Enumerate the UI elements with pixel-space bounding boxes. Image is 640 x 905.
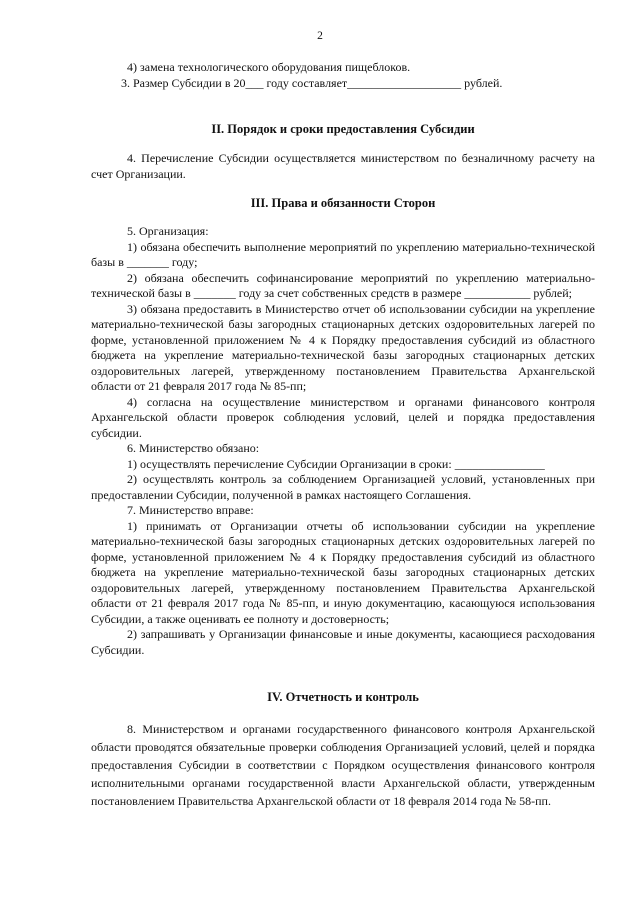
paragraph-4: 4. Перечисление Субсидии осуществляется министерством по безналичному расчету на счет Организации. <box>91 151 595 181</box>
page-number: 2 <box>317 30 323 42</box>
intro-line-1: 4) замена технологического оборудования пищеблоков. <box>127 60 411 74</box>
section-2-body <box>91 151 595 182</box>
section-4-body <box>91 720 595 810</box>
paragraph-7: 7. Министерство вправе: <box>127 503 254 517</box>
paragraph-6-1: 1) осуществлять перечисление Субсидии Организации в сроки: _______________ <box>127 456 545 471</box>
paragraph-5-2: 2) обязана обеспечить софинансирование мероприятий по укреплению материально-технической базы в _______ году за счет собственных средств в размере ___________ рублей; <box>91 270 595 300</box>
paragraph-7-1: 1) принимать от Организации отчеты об использовании субсидии на укрепление материально-технической базы загородных стационарных детских оздоровительных лагерей по форме, установленной приложением № 4 к Порядку предоставления субсидий из областного бюджета на укрепление материально-технической базы загородных стационарных детских оздоровительных лагерей, утвержденному постановлением Правительства Архангельской области от 21 февраля 2017 года № 85-пп, и иную документацию, касающуюся использования Субсидии, а также оценивать ее полноту и достоверность; <box>91 518 595 626</box>
section-4-heading: IV. Отчетность и контроль <box>267 690 419 704</box>
paragraph-5-3: 3) обязана предоставить в Министерство отчет об использовании субсидии на укрепление материально-технической базы загородных стационарных детских оздоровительных лагерей по форме, установленной приложением № 4 к Порядку предоставления субсидий из областного бюджета на укрепление материально-технической базы загородных стационарных детских оздоровительных лагерей, утвержденному постановлением Правительства Архангельской области от 21 февраля 2017 года № 85-пп; <box>91 301 595 393</box>
section-3-heading: III. Права и обязанности Сторон <box>250 196 436 210</box>
paragraph-5-1: 1) обязана обеспечить выполнение мероприятий по укреплению материально-технической базы в _______ году; <box>91 239 595 269</box>
paragraph-8: 8. Министерством и органами государственного финансового контроля Архангельской области проводятся обязательные проверки соблюдения Организацией условий, целей и порядка предоставления Субсидии в соответствии с Порядком осуществления финансового контроля исполнительными органами государственной власти Архангельской области, утвержденным постановлением Правительства Архангельской области от 18 февраля 2014 года № 58-пп. <box>91 722 595 808</box>
paragraph-5-4: 4) согласна на осуществление министерством и органами финансового контроля Архангельской области проверок соблюдения условий, целей и порядка предоставления субсидии. <box>91 394 595 440</box>
paragraph-7-2: 2) запрашивать у Организации финансовые и иные документы, касающиеся расходования Субсидии. <box>91 627 595 657</box>
paragraph-6: 6. Министерство обязано: <box>127 441 260 455</box>
intro-block <box>91 60 595 91</box>
section-2-heading: II. Порядок и сроки предоставления Субсидии <box>211 122 475 136</box>
section-3-body <box>91 224 595 658</box>
paragraph-6-2: 2) осуществлять контроль за соблюдением Организацией условий, установленных при предоставлении Субсидии, полученной в рамках настоящего Соглашения. <box>91 472 595 502</box>
intro-line-2: 3. Размер Субсидии в 20___ году составляет___________________ рублей. <box>121 75 503 90</box>
paragraph-5: 5. Организация: <box>127 224 209 238</box>
